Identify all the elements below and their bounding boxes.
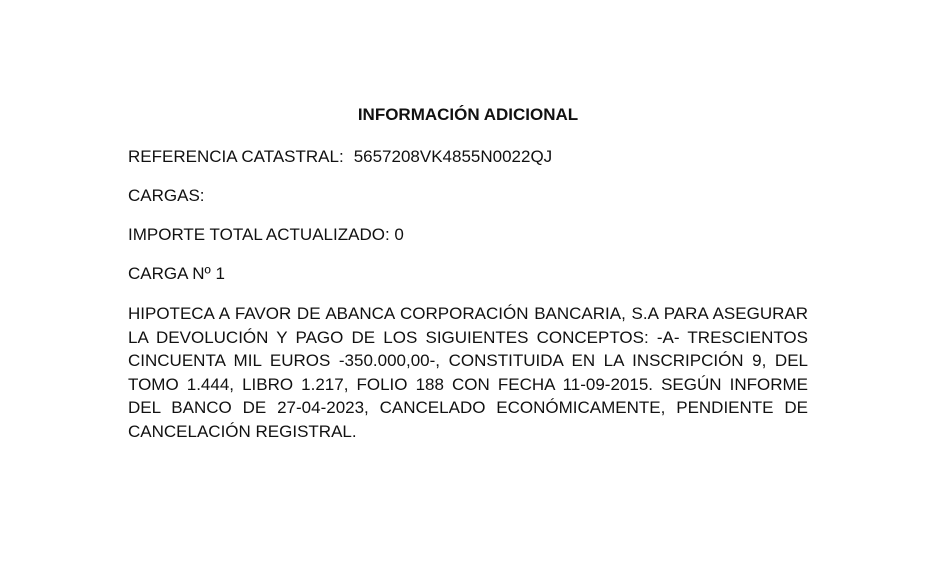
document-title: INFORMACIÓN ADICIONAL [357,105,579,124]
importe-total-line: IMPORTE TOTAL ACTUALIZADO: 0 [128,225,404,244]
carga-numero: CARGA Nº 1 [128,264,225,283]
cargas-label: CARGAS: [128,186,205,205]
referencia-catastral-line [128,146,808,168]
document-page [128,104,808,460]
referencia-catastral-label: REFERENCIA CATASTRAL: [128,147,344,166]
carga-descripcion: HIPOTECA A FAVOR DE ABANCA CORPORACIÓN BANCARIA, S.A PARA ASEGURAR LA DEVOLUCIÓN Y PAGO DE LOS SIGUIENTES CONCEPTOS: -A- TRESCIENTOS CINCUENTA MIL EUROS -350.000,00-, CONSTITUIDA EN LA INSCRIPCIÓN 9, DEL TOMO 1.444, LIBRO 1.217, FOLIO 188 CON FECHA 11-09-2015. SEGÚN INFORME DEL BANCO DE 27-04-2023, CANCELADO ECONÓMICAMENTE, PENDIENTE DE CANCELACIÓN REGISTRAL. [128,304,808,441]
referencia-catastral-value: 5657208VK4855N0022QJ [353,147,553,166]
